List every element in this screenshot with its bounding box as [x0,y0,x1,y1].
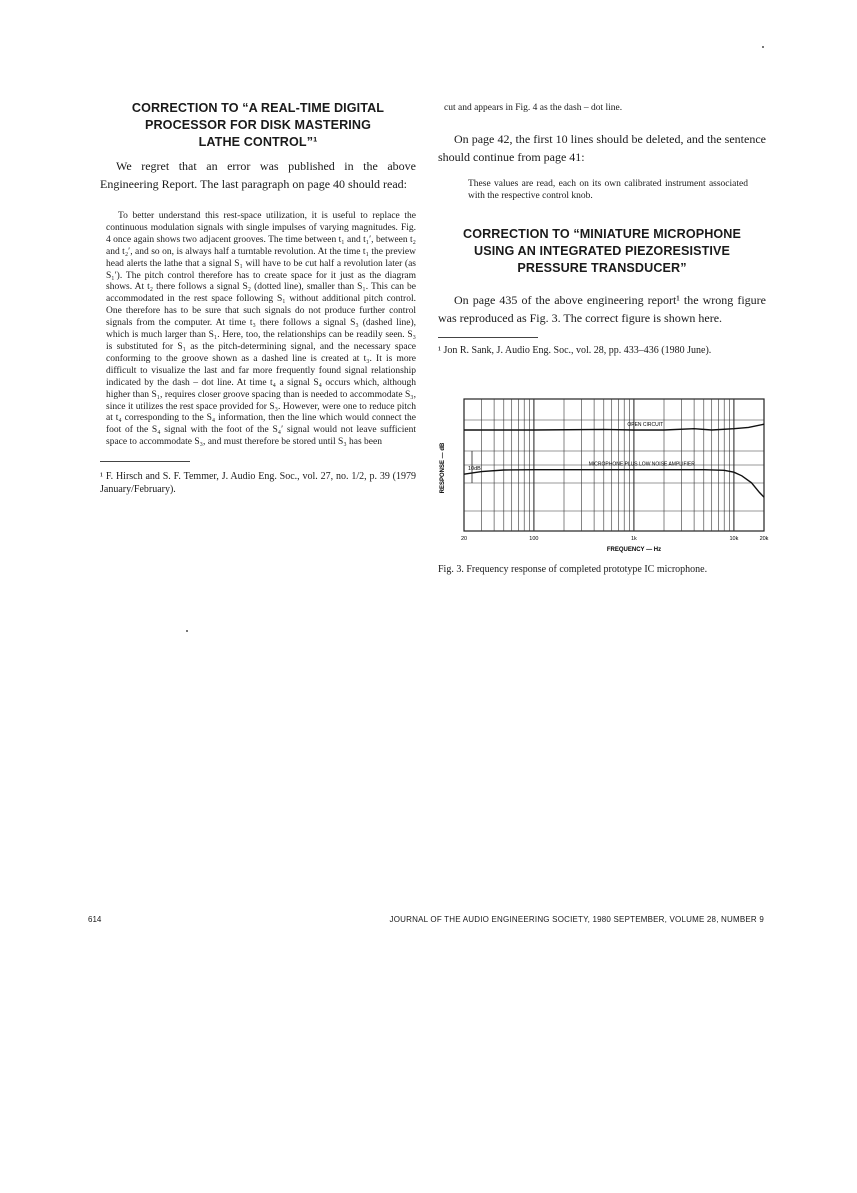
footnote-rule-2 [438,337,538,338]
series-label-1: OPEN CIRCUIT [627,422,664,428]
correction-intro-1: We regret that an error was published in the above Engineering Report. The last paragraph on page 40 should read: [100,159,416,191]
scale-marker-label: 10dB [468,466,481,472]
series-label-2: MICROPHONE PLUS LOW NOISE AMPLIFIER [588,461,695,468]
correction-title-1: CORRECTION TO “A REAL-TIME DIGITAL PROCESSOR FOR DISK MASTERING LATHE CONTROL”¹ [131,101,385,149]
quote-continuation: cut and appears in Fig. 4 as the dash – dot line. [444,103,623,113]
x-tick-label: 20k [759,536,769,542]
footnote-sank: ¹ Jon R. Sank, J. Audio Eng. Soc., vol. 28, pp. 433–436 (1980 June). [438,345,712,356]
speck [186,630,188,632]
frequency-response-chart [438,373,769,553]
chart-marks [461,422,769,542]
x-tick-label: 100 [529,536,539,542]
corrected-paragraph: To better understand this rest-space utilization, it is useful to replace the continuous modulation signals with single impulses of varying magnitudes. Fig. 4 once again shows two adjacent grooves. The time between t₁ and t₁′, between t₂ and t₂′, and so on, is always half a turntable revolution. At the time t₁ the preview head alerts the lathe that a signal S₁ will have to be cut half a revolution later (as S₁′). The pitch control therefore has to create space for it just as the diagram shows. At t₂ there follows a signal S₂ (dotted line), smaller than S₁. This can be accommodated in the rest space following S₁ without additional pitch control. One therefore has to be sure that such signals do not produce further control signals from the computer. At time t₃ there follows a signal S₃ (dashed line), which is much larger than S₁. Here, too, the relationships can be readily seen. S₃ is substituted for S₁ as the pitch-determining signal, and the necessary space conforming to the groove shown as a dashed line is created at t₃. It is more difficult to visualize the last and far more frequently found signal relationship indicated by the dash – dot line. At time t₄ a signal S₄ occurs which, although higher than S₁, requires closer groove spacing than is needed to accommodate S₃, since it utilizes the rest space provided for S₃. However, were one to reduce pitch at t₄ corresponding to the S₄ information, then the line which would connect the foot of the S₄ signal with the foot of the S₄′ signal would not leave sufficient space to accommodate S₃, and must therefore be stored until S₃ has been [106,211,416,448]
page42-text: On page 42, the first 10 lines should be deleted, and the sentence should continue from page 41: [438,132,766,164]
series-line-2 [464,470,764,498]
figure-caption: Fig. 3. Frequency response of completed prototype IC microphone. [438,564,708,575]
footnote-hirsch: ¹ F. Hirsch and S. F. Temmer, J. Audio Eng. Soc., vol. 27, no. 1/2, p. 39 (1979 January/February). [100,471,416,496]
page-number: 614 [88,915,102,924]
speck [762,46,764,48]
page42-quote: These values are read, each on its own calibrated instrument associated with the respective control knob. [468,179,748,201]
footnote-rule [100,461,190,462]
x-tick-label: 1k [630,536,637,542]
correction-title-2: CORRECTION TO “MINIATURE MICROPHONE USING AN INTEGRATED PIEZORESISTIVE PRESSURE TRANSDUCER” [463,227,741,275]
series-line-1 [464,424,764,430]
right-column [438,100,769,576]
x-tick-label: 10k [729,536,739,542]
x-tick-label: 20 [460,536,468,542]
left-column [100,100,416,496]
correction-intro-2: On page 435 of the above engineering report¹ the wrong figure was reproduced as Fig. 3. The correct figure is shown here. [438,293,766,325]
x-axis-label: FREQUENCY — Hz [606,547,662,553]
y-axis-label: RESPONSE — dB [440,442,446,494]
journal-footer: JOURNAL OF THE AUDIO ENGINEERING SOCIETY, 1980 SEPTEMBER, VOLUME 28, NUMBER 9 [389,915,764,924]
figure-3 [438,373,769,576]
